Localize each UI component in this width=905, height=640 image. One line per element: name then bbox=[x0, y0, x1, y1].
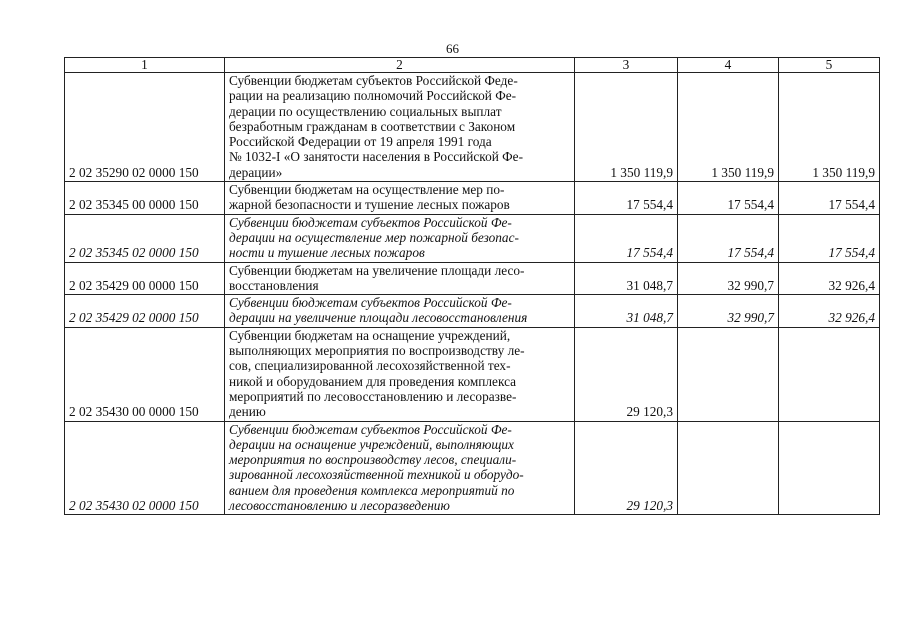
header-row bbox=[65, 58, 880, 73]
amount-cell-col-3: 31 048,7 bbox=[575, 295, 678, 328]
amount-cell-col-5: 32 926,4 bbox=[779, 262, 880, 295]
budget-table bbox=[64, 57, 880, 515]
description-line: Субвенции бюджетам субъектов Российской Феде- bbox=[229, 73, 518, 88]
column-header-3: 3 bbox=[575, 58, 678, 73]
description-line: зированной лесохозяйственной техникой и оборудо- bbox=[229, 467, 524, 483]
amount-cell-col-5: 1 350 119,9 bbox=[779, 73, 880, 182]
column-header-1: 1 bbox=[65, 58, 225, 73]
description-line: рации на реализацию полномочий Российской Фе- bbox=[229, 88, 517, 104]
amount-cell-col-5 bbox=[779, 327, 880, 421]
amount-cell-col-4: 1 350 119,9 bbox=[678, 73, 779, 182]
description-line: дерации» bbox=[229, 164, 283, 180]
column-header-2: 2 bbox=[225, 58, 575, 73]
amount-cell-col-3: 17 554,4 bbox=[575, 214, 678, 262]
description-cell bbox=[225, 182, 575, 215]
description-line: дерации по осуществлению социальных выплат bbox=[229, 103, 502, 119]
description-cell bbox=[225, 421, 575, 515]
description-line: восстановления bbox=[229, 277, 319, 293]
description-line: безработным гражданам в соответствии с Законом bbox=[229, 118, 516, 134]
description-line: Российской Федерации от 19 апреля 1991 года bbox=[229, 134, 492, 150]
budget-code-cell: 2 02 35429 02 0000 150 bbox=[65, 295, 225, 328]
description-line: Субвенции бюджетам на увеличение площади лесо- bbox=[229, 262, 525, 278]
budget-code-cell: 2 02 35429 00 0000 150 bbox=[65, 262, 225, 295]
table-row bbox=[65, 327, 880, 421]
description-line: Субвенции бюджетам субъектов Российской Фе- bbox=[229, 295, 512, 311]
table-row bbox=[65, 214, 880, 262]
description-line: выполняющих мероприятия по воспроизводству ле- bbox=[229, 343, 525, 359]
budget-code-cell: 2 02 35345 02 0000 150 bbox=[65, 214, 225, 262]
amount-cell-col-4: 32 990,7 bbox=[678, 262, 779, 295]
description-line: никой и оборудованием для проведения комплекса bbox=[229, 373, 517, 389]
description-line: жарной безопасности и тушение лесных пожаров bbox=[229, 197, 510, 213]
description-cell bbox=[225, 262, 575, 295]
amount-cell-col-4 bbox=[678, 327, 779, 421]
description-cell bbox=[225, 73, 575, 182]
amount-cell-col-5: 17 554,4 bbox=[779, 214, 880, 262]
description-line: № 1032-I «О занятости населения в Российской Фе- bbox=[229, 149, 523, 165]
budget-code-cell: 2 02 35290 02 0000 150 bbox=[65, 73, 225, 182]
description-line: дерации на оснащение учреждений, выполняющих bbox=[229, 436, 514, 452]
description-line: сов, специализированной лесохозяйственной тех- bbox=[229, 358, 511, 374]
description-line: мероприятия по воспроизводству лесов, специали- bbox=[229, 452, 517, 468]
description-line: Субвенции бюджетам субъектов Российской Фе- bbox=[229, 421, 512, 437]
amount-cell-col-4: 17 554,4 bbox=[678, 214, 779, 262]
description-line: дению bbox=[229, 404, 266, 420]
description-line: ванием для проведения комплекса мероприятий по bbox=[229, 482, 515, 498]
table-row bbox=[65, 421, 880, 515]
amount-cell-col-3: 17 554,4 bbox=[575, 182, 678, 215]
description-line: ности и тушение лесных пожаров bbox=[229, 245, 425, 261]
table-row bbox=[65, 295, 880, 328]
amount-cell-col-5: 32 926,4 bbox=[779, 295, 880, 328]
amount-cell-col-4 bbox=[678, 421, 779, 515]
table-row bbox=[65, 262, 880, 295]
budget-code-cell: 2 02 35430 00 0000 150 bbox=[65, 327, 225, 421]
amount-cell-col-5 bbox=[779, 421, 880, 515]
description-line: Субвенции бюджетам субъектов Российской Фе- bbox=[229, 214, 512, 230]
description-cell bbox=[225, 327, 575, 421]
amount-cell-col-3: 29 120,3 bbox=[575, 421, 678, 515]
column-header-5: 5 bbox=[779, 58, 880, 73]
amount-cell-col-3: 1 350 119,9 bbox=[575, 73, 678, 182]
budget-code-cell: 2 02 35430 02 0000 150 bbox=[65, 421, 225, 515]
amount-cell-col-4: 17 554,4 bbox=[678, 182, 779, 215]
amount-cell-col-5: 17 554,4 bbox=[779, 182, 880, 215]
description-line: дерации на увеличение площади лесовосстановления bbox=[229, 310, 528, 326]
description-line: лесовосстановлению и лесоразведению bbox=[229, 498, 450, 514]
description-line: мероприятий по лесовосстановлению и лесоразве- bbox=[229, 388, 517, 404]
description-cell bbox=[225, 295, 575, 328]
description-line: Субвенции бюджетам на оснащение учреждений, bbox=[229, 327, 511, 343]
description-line: дерации на осуществление мер пожарной безопас- bbox=[229, 229, 519, 245]
budget-code-cell: 2 02 35345 00 0000 150 bbox=[65, 182, 225, 215]
amount-cell-col-3: 31 048,7 bbox=[575, 262, 678, 295]
table-row bbox=[65, 73, 880, 182]
description-line: Субвенции бюджетам на осуществление мер по- bbox=[229, 182, 505, 198]
description-cell bbox=[225, 214, 575, 262]
column-header-4: 4 bbox=[678, 58, 779, 73]
amount-cell-col-4: 32 990,7 bbox=[678, 295, 779, 328]
page-number: 66 bbox=[446, 41, 459, 56]
amount-cell-col-3: 29 120,3 bbox=[575, 327, 678, 421]
table-row bbox=[65, 182, 880, 215]
